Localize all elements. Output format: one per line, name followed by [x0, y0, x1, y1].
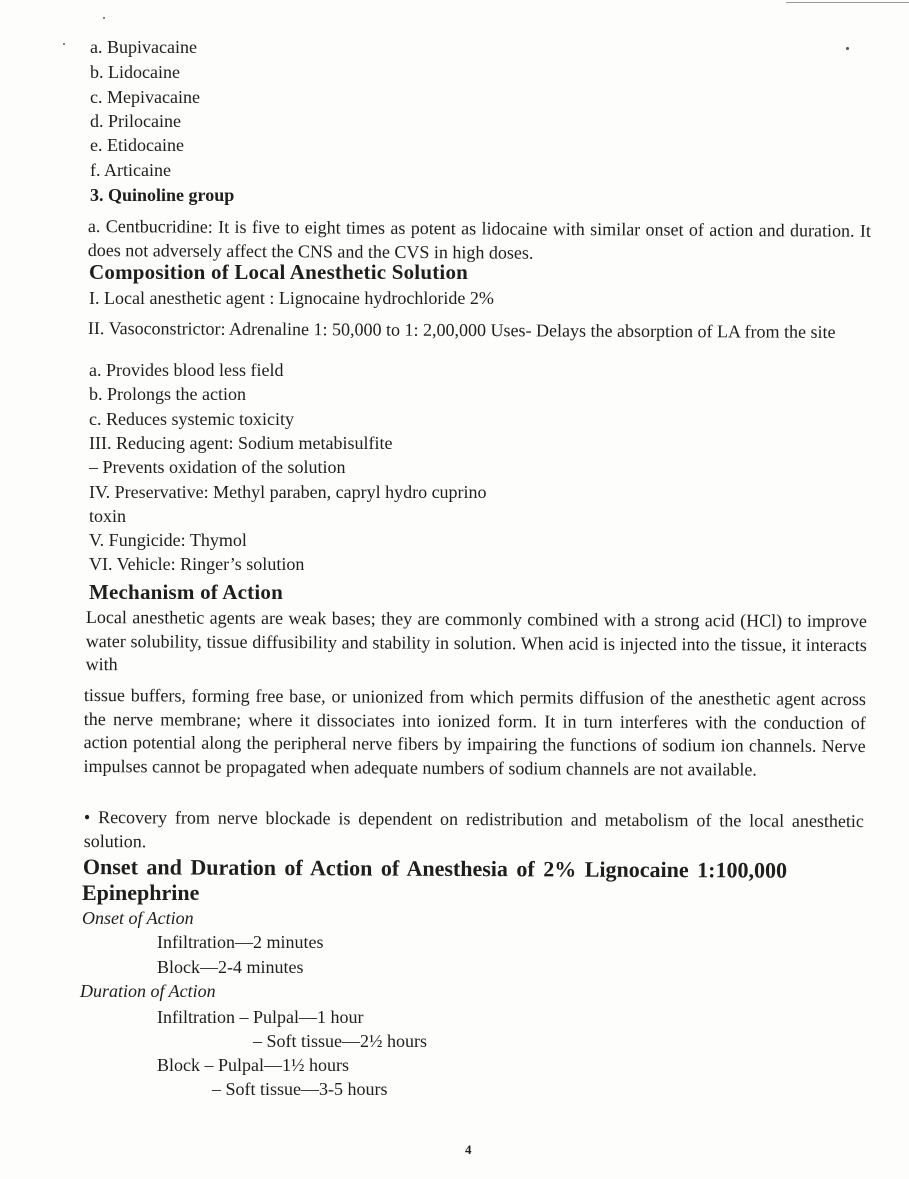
list-item: c. Mepivacaine	[90, 87, 200, 107]
composition-line: – Prevents oxidation of the solution	[89, 457, 346, 477]
composition-line: a. Provides blood less field	[89, 360, 284, 380]
list-item: e. Etidocaine	[90, 135, 184, 155]
quinoline-heading: 3. Quinoline group	[90, 185, 235, 205]
list-item: a. Bupivacaine	[90, 37, 197, 57]
duration-item: Infiltration – Pulpal—1 hour	[157, 1007, 364, 1027]
scan-speck	[846, 47, 849, 50]
onset-item: Infiltration—2 minutes	[157, 932, 324, 952]
duration-item: Block – Pulpal—1½ hours	[157, 1055, 349, 1075]
duration-item: – Soft tissue—2½ hours	[253, 1031, 428, 1051]
list-item: d. Prilocaine	[90, 111, 181, 131]
scan-speck	[63, 43, 65, 45]
duration-label: Duration of Action	[80, 981, 216, 1001]
composition-heading: Composition of Local Anesthetic Solution	[89, 260, 469, 284]
mechanism-paragraph-1: Local anesthetic agents are weak bases; they are commonly combined with a strong acid (HCl) to improve water solubility, tissue diffusibility and stability in solution. When acid is injected into the tissue, it interacts with	[85, 607, 867, 675]
mechanism-paragraph-3: • Recovery from nerve blockade is dependent on redistribution and metabolism of the local anesthetic solution.	[83, 807, 864, 851]
composition-line: c. Reduces systemic toxicity	[89, 409, 294, 429]
scan-speck	[103, 17, 105, 19]
composition-line: toxin	[89, 506, 127, 526]
composition-line: b. Prolongs the action	[89, 384, 246, 404]
scan-edge-line	[786, 2, 909, 3]
duration-item: – Soft tissue—3-5 hours	[212, 1079, 388, 1099]
onset-item: Block—2-4 minutes	[157, 957, 304, 977]
mechanism-heading: Mechanism of Action	[89, 580, 283, 604]
page-number: 4	[465, 1142, 472, 1157]
list-item: f. Articaine	[90, 160, 171, 180]
onset-duration-heading: Onset and Duration of Action of Anesthesia of 2% Lignocaine 1:100,000	[82, 854, 788, 883]
composition-line: I. Local anesthetic agent : Lignocaine hydrochloride 2%	[89, 288, 494, 308]
onset-label: Onset of Action	[82, 908, 194, 928]
list-item: b. Lidocaine	[90, 62, 180, 82]
composition-line: III. Reducing agent: Sodium metabisulfite	[89, 433, 393, 453]
composition-line: V. Fungicide: Thymol	[89, 530, 247, 550]
vasoconstrictor-paragraph: II. Vasoconstrictor: Adrenaline 1: 50,000 to 1: 2,00,000 Uses- Delays the absorption of LA from the site	[87, 318, 836, 342]
mechanism-paragraph-2: tissue buffers, forming free base, or unionized from which permits diffusion of the anesthetic agent across the nerve membrane; where it dissociates into ionized form. It in turn interferes with the conduction of action potential along the peripheral nerve fibers by impairing the functions of sodium ion channels. Nerve impulses cannot be propagated when adequate numbers of sodium channels are not available.	[83, 685, 866, 780]
centbucridine-paragraph: a. Centbucridine: It is five to eight times as potent as lidocaine with similar onset of action and duration. It does not adversely affect the CNS and the CVS in high doses.	[87, 215, 871, 263]
onset-duration-heading-continued: Epinephrine	[82, 880, 200, 905]
composition-line: VI. Vehicle: Ringer’s solution	[89, 554, 305, 574]
composition-line: IV. Preservative: Methyl paraben, capryl hydro cuprino	[89, 482, 487, 502]
